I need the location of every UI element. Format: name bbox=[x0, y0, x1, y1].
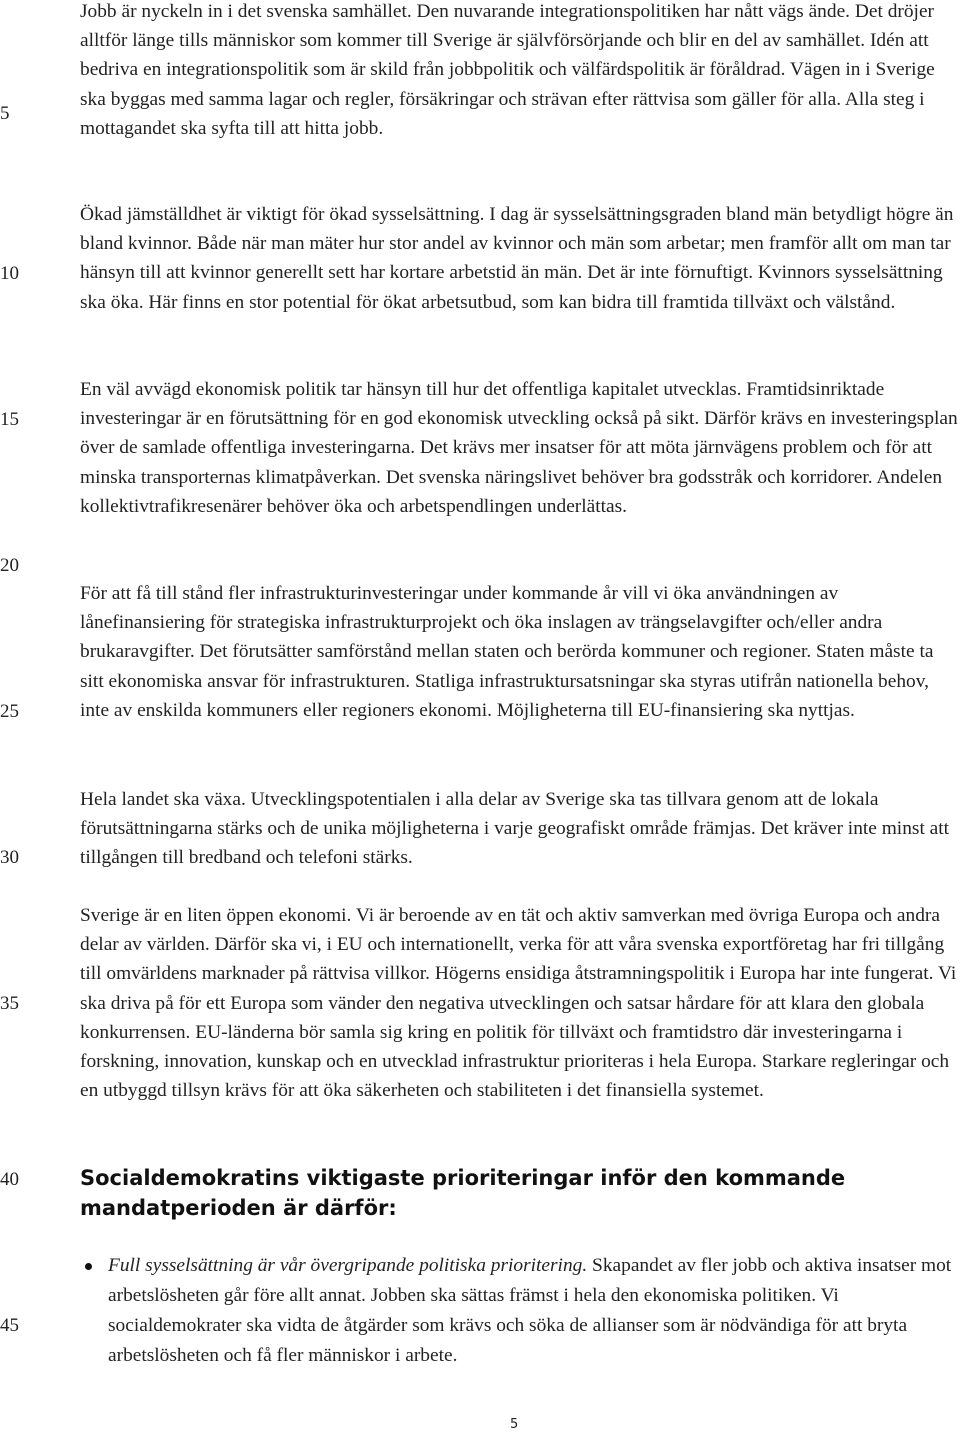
bullet-text bbox=[108, 1251, 960, 1371]
paragraph-integration: Jobb är nyckeln in i det svenska samhället. Den nuvarande integrationspolitiken har nått vägs ände. Det dröjer alltför länge tills människor som kommer till Sverige är självförsörjande och blir en del av samhället. Idén att bedriva en integrationspolitik som är skild från jobbpolitik och välfärdspolitik är föråldrad. Vägen in i Sverige ska byggas med samma lagar och regler, försäkringar och strävan efter rättvisa som gäller för alla. Alla steg i mottagandet ska syfta till att hitta jobb. bbox=[80, 1, 935, 139]
bullet-icon bbox=[85, 1263, 92, 1270]
paragraph-gender-equality: Ökad jämställdhet är viktigt för ökad sysselsättning. I dag är sysselsättningsgraden bland män betydligt högre än bland kvinnor. Både när man mäter hur stor andel av kvinnor och män som arbetar; men framför allt om man tar hänsyn till att kvinnor generellt sett har kortare arbetstid än män. Det är inte förnuftigt. Kvinnors sysselsättning ska öka. Här finns en stor potential för ökat arbetsutbud, som kan bidra till framtida tillväxt och välstånd. bbox=[80, 204, 954, 313]
bullet-emphasis: Full sysselsättning är vår övergripande politiska prioritering. bbox=[108, 1255, 588, 1276]
page-number: 5 bbox=[510, 1417, 519, 1432]
bullet-body: Skapandet av fler jobb och aktiva insatser mot arbetslösheten går före allt annat. Jobben ska sättas främst i hela den ekonomiska politiken. Vi socialdemokrater ska vidta de åtgärder som krävs och söka de allianser som är nödvändiga för att bryta arbetslösheten och få fler människor i arbete. bbox=[108, 1255, 952, 1366]
line-number: 25 bbox=[0, 701, 19, 722]
line-number: 10 bbox=[0, 263, 19, 284]
line-number: 5 bbox=[0, 103, 10, 124]
line-number: 30 bbox=[0, 847, 19, 868]
line-number-margin bbox=[0, 0, 40, 1438]
line-number: 40 bbox=[0, 1169, 19, 1190]
paragraph-whole-country: Hela landet ska växa. Utvecklingspotentialen i alla delar av Sverige ska tas tillvara genom att de lokala förutsättningarna stärks och de unika möjligheterna i varje geografiskt område främjas. Det kräver inte minst att tillgången till bredband och telefoni stärks. bbox=[80, 789, 950, 869]
section-heading: Socialdemokratins viktigaste prioriteringar inför den kommande mandatperioden är därför: bbox=[80, 1166, 846, 1220]
line-number: 45 bbox=[0, 1315, 19, 1336]
paragraph-economic-policy: En väl avvägd ekonomisk politik tar hänsyn till hur det offentliga kapitalet utvecklas. Framtidsinriktade investeringar är en förutsättning för en god ekonomisk utveckling också på sikt. Därför krävs en investeringsplan över de samlade offentliga investeringarna. Det krävs mer insatser för att möta järnvägens problem och för att minska transporternas klimatpåverkan. Det svenska näringslivet behöver bra godsstråk och korridorer. Andelen kollektivtrafikresenärer behöver öka och arbetspendlingen underlättas. bbox=[80, 379, 958, 517]
line-number: 15 bbox=[0, 409, 19, 430]
paragraph-infrastructure: För att få till stånd fler infrastrukturinvesteringar under kommande år vill vi öka användningen av lånefinansiering för strategiska infrastrukturprojekt och öka inslagen av trängselavgifter och/eller andra brukaravgifter. Det förutsätter samförstånd mellan staten och berörda kommuner och regioner. Staten måste ta sitt ekonomiska ansvar för infrastrukturen. Statliga infrastruktursatsningar ska styras utifrån nationella behov, inte av enskilda kommuners eller regioners ekonomi. Möjligheterna till EU-finansiering ska nyttjas. bbox=[80, 583, 934, 721]
line-number: 20 bbox=[0, 555, 19, 576]
line-number: 35 bbox=[0, 993, 19, 1014]
paragraph-europe: Sverige är en liten öppen ekonomi. Vi är beroende av en tät och aktiv samverkan med övriga Europa och andra delar av världen. Därför ska vi, i EU och internationellt, verka för att våra svenska exportföretag har fri tillgång till omvärldens marknader på rättvisa villkor. Högerns ensidiga åtstramningspolitik i Europa har inte fungerat. Vi ska driva på för ett Europa som vänder den negativa utvecklingen och satsar hårdare för att klara den globala konkurrensen. EU-länderna bör samla sig kring en politik för tillväxt och framtidstro där investeringarna i forskning, innovation, kunskap och en utvecklad infrastruktur prioriteras i hela Europa. Starkare regleringar och en utbyggd tillsyn krävs för att öka säkerheten och stabiliteten i det finansiella systemet. bbox=[80, 905, 957, 1102]
